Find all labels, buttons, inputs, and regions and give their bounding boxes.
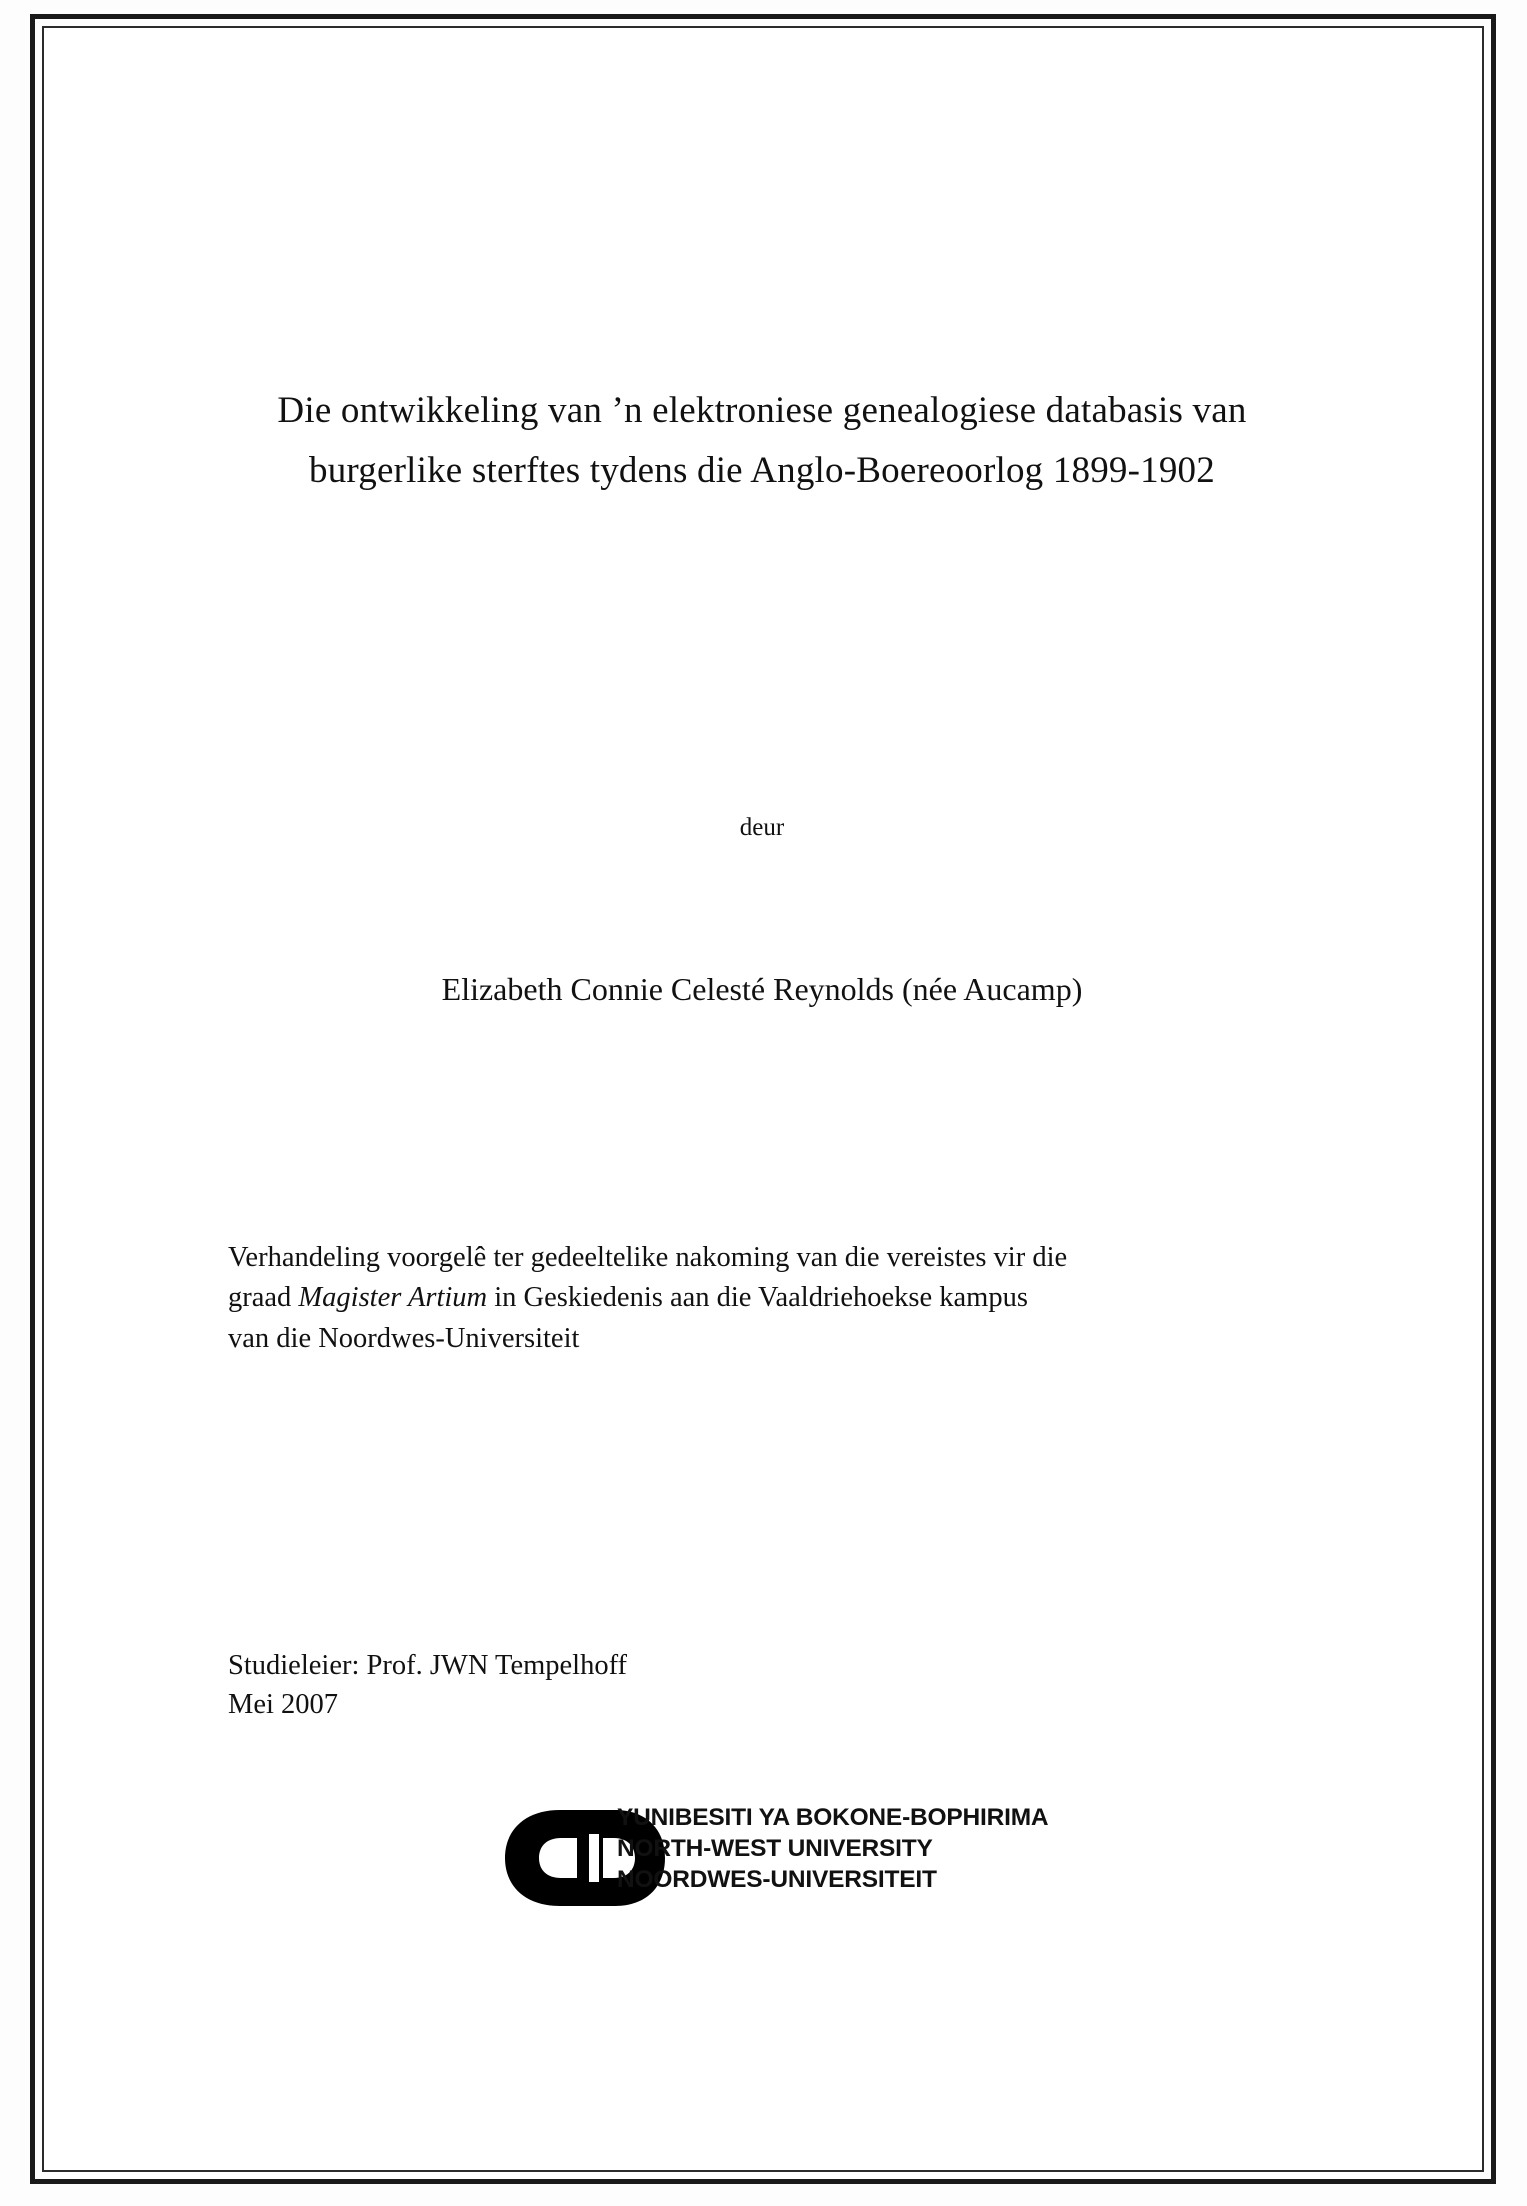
university-logo-text [617,1803,1048,1896]
degree-statement-line-1: Verhandeling voorgelê ter gedeeltelike nakoming van die vereistes vir die [228,1242,1068,1273]
logo-text-line-2: NORTH-WEST UNIVERSITY [617,1834,933,1862]
by-label: deur [739,814,785,841]
degree-statement-line-2-pre: graad [228,1282,299,1314]
degree-statement-line-2-post: in Geskiedenis aan die Vaaldriehoekse kampus [487,1282,1028,1314]
page-title [182,381,1342,501]
logo-text-line-1: YUNIBESITI YA BOKONE-BOPHIRIMA [617,1804,1049,1831]
degree-statement [228,1238,1338,1359]
date-line: Mei 2007 [228,1689,339,1721]
title-line-1: Die ontwikkeling van ’n elektroniese genealogiese databasis van [277,390,1247,431]
supervisor-line: Studieleier: Prof. JWN Tempelhoff [228,1650,628,1681]
title-line-2: burgerlike sterftes tydens die Anglo-Boereoorlog 1899-1902 [309,449,1215,491]
author-name: Elizabeth Connie Celesté Reynolds (née Aucamp) [441,971,1083,1007]
degree-statement-line-2 [228,1278,1338,1318]
degree-statement-line-3: van die Noordwes-Universiteit [228,1322,580,1354]
degree-name-italic: Magister Artium [298,1282,488,1314]
university-logo-block [497,1798,1137,1928]
page-content [42,26,1484,2172]
supervisor-and-date [228,1646,1128,1725]
logo-text-line-3: NOORDWES-UNIVERSITEIT [617,1865,937,1893]
